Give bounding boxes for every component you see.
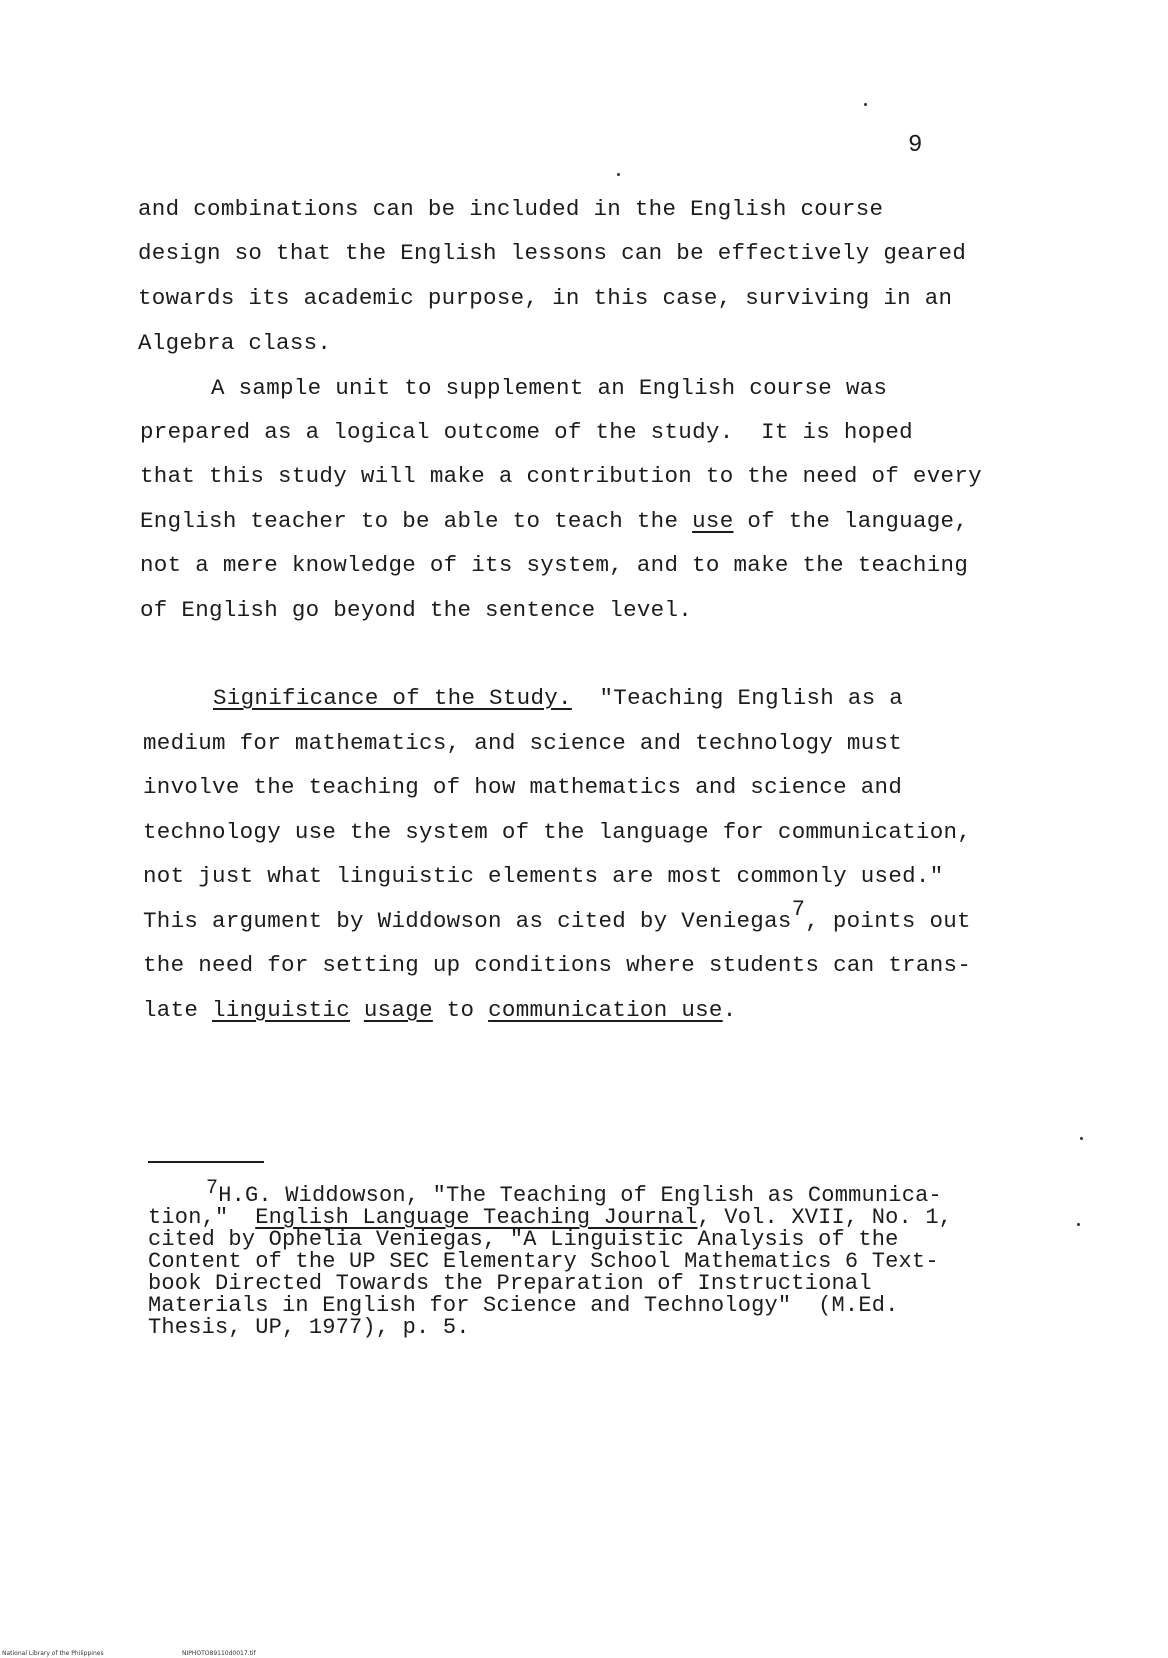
page-number: 9 xyxy=(908,132,923,159)
body-line: not just what linguistic elements are most commonly used." xyxy=(143,863,944,889)
section-heading: Significance of the Study. xyxy=(213,685,572,711)
body-line xyxy=(140,508,968,534)
body-line xyxy=(143,897,971,934)
footnote-line: book Directed Towards the Preparation of Instructional xyxy=(148,1271,872,1296)
body-text: late xyxy=(143,997,213,1023)
body-line: that this study will make a contribution to the need of every xyxy=(140,463,982,489)
body-text: of the language, xyxy=(733,508,969,534)
footnote-text: , Vol. XVII, No. 1, xyxy=(697,1205,953,1230)
body-line: towards its academic purpose, in this case, surviving in an xyxy=(138,285,953,311)
body-line: A sample unit to supplement an English course was xyxy=(211,375,888,401)
body-text: to xyxy=(432,997,489,1023)
body-line: of English go beyond the sentence level. xyxy=(140,597,693,623)
footnote-reference: 7 xyxy=(791,897,806,922)
body-text: "Teaching English as a xyxy=(571,685,904,711)
body-text: , points out xyxy=(805,908,971,934)
body-line: involve the teaching of how mathematics and science and xyxy=(143,774,903,800)
scan-speck xyxy=(1080,1137,1083,1140)
footnote-text: H.G. Widdowson, "The Teaching of English as Communica- xyxy=(218,1183,942,1208)
file-id-footer: NIPHOTO89110d0017.tif xyxy=(182,1650,256,1657)
body-line: not a mere knowledge of its system, and to make the teaching xyxy=(140,552,969,578)
library-footer: National Library of the Philippines xyxy=(2,1650,104,1657)
body-line xyxy=(143,997,737,1023)
scan-speck xyxy=(1077,1223,1080,1226)
body-line: design so that the English lessons can be effectively geared xyxy=(138,240,967,266)
body-text: English teacher to be able to teach the xyxy=(140,508,693,534)
underlined-term: usage xyxy=(363,997,433,1023)
body-line: Algebra class. xyxy=(138,330,332,356)
scan-speck xyxy=(864,103,867,106)
footnote-line xyxy=(148,1207,952,1229)
footnote-marker: 7 xyxy=(206,1177,219,1200)
body-line: prepared as a logical outcome of the study. It is hoped xyxy=(140,419,913,445)
footnote-line: Thesis, UP, 1977), p. 5. xyxy=(148,1315,470,1340)
footnote-line: cited by Ophelia Veniegas, "A Linguistic Analysis of the xyxy=(148,1227,899,1252)
underlined-term: linguistic xyxy=(212,997,351,1023)
footnote-line: Content of the UP SEC Elementary School Mathematics 6 Text- xyxy=(148,1249,939,1274)
body-line: the need for setting up conditions where students can trans- xyxy=(143,952,972,978)
body-line: technology use the system of the language for communication, xyxy=(143,819,972,845)
body-text xyxy=(350,997,364,1023)
journal-title: English Language Teaching Journal xyxy=(255,1205,698,1230)
body-line: and combinations can be included in the English course xyxy=(138,196,884,222)
body-line: medium for mathematics, and science and technology must xyxy=(143,730,903,756)
footnote-divider xyxy=(148,1161,264,1163)
body-text: This argument by Widdowson as cited by Veniegas xyxy=(143,908,792,934)
body-text: . xyxy=(722,997,737,1023)
underlined-term: use xyxy=(692,508,734,534)
scan-speck xyxy=(617,173,620,176)
footnote-text: tion," xyxy=(148,1205,256,1230)
footnote-line: Materials in English for Science and Technology" (M.Ed. xyxy=(148,1293,899,1318)
underlined-term: communication use xyxy=(488,997,723,1023)
body-line xyxy=(213,685,903,711)
